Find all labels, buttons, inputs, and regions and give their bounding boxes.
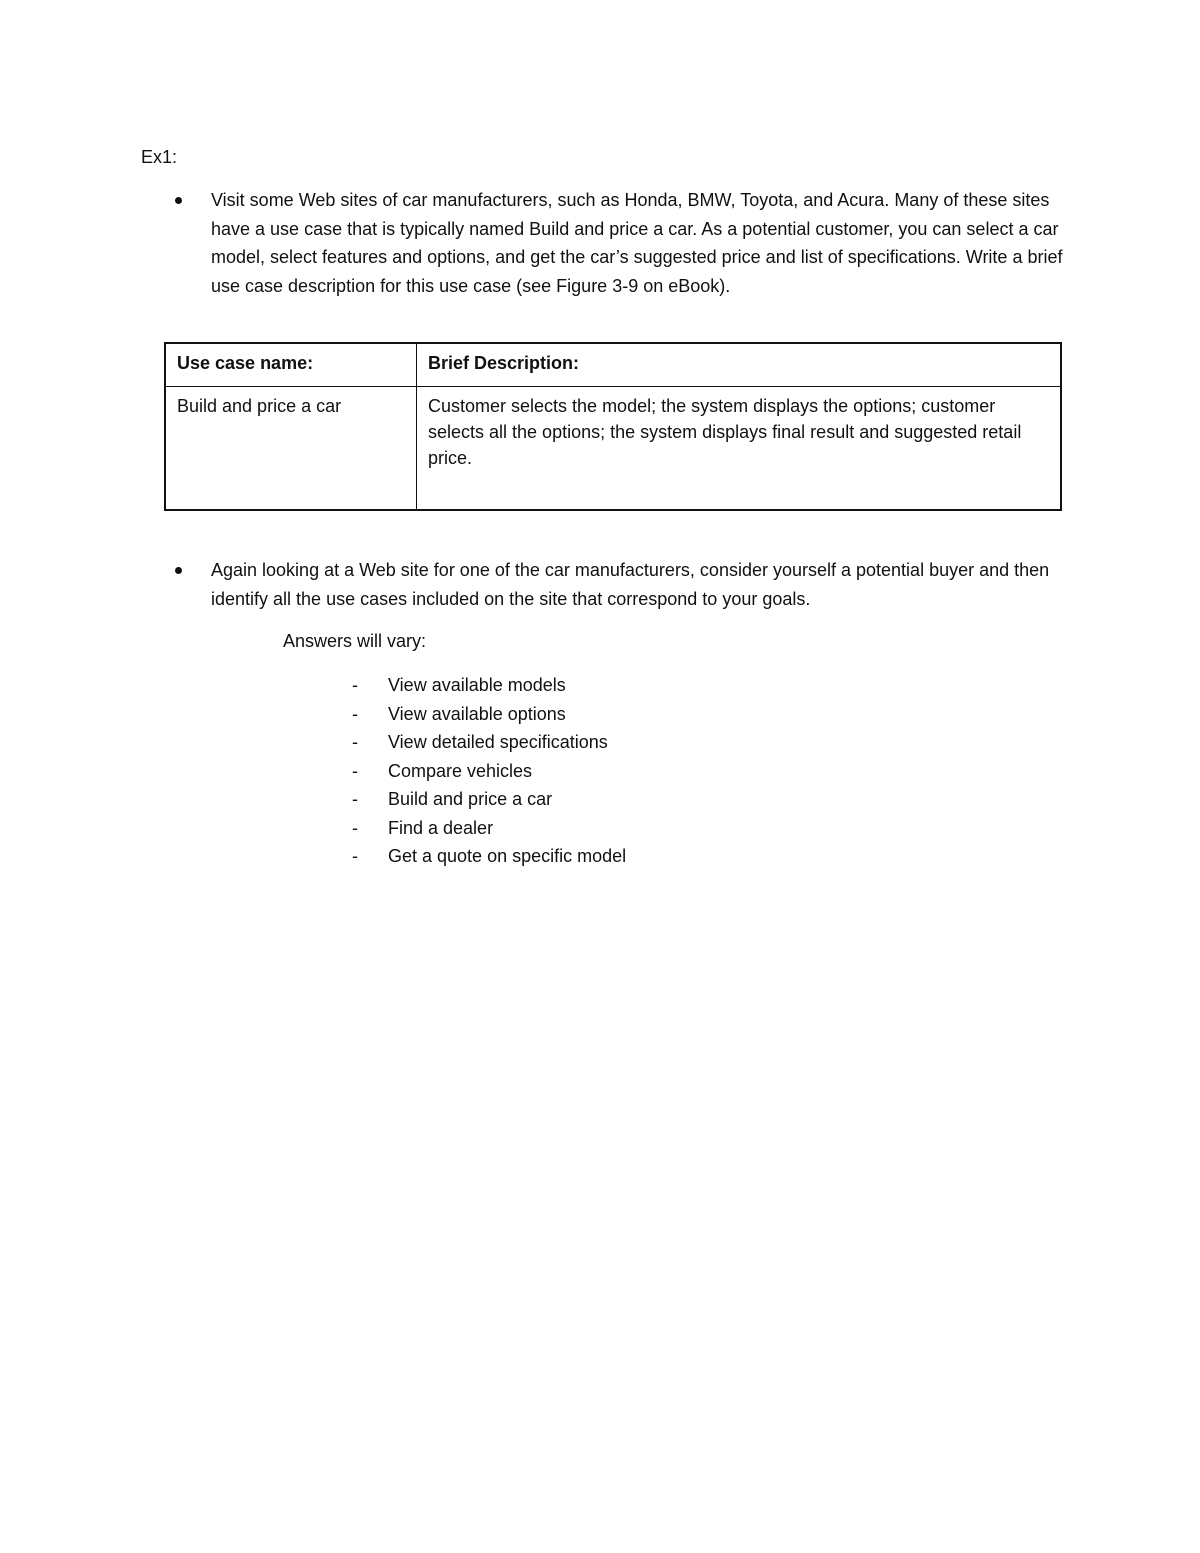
list-item [352, 814, 626, 843]
bullet-icon [175, 567, 182, 574]
dash-marker: - [352, 817, 358, 838]
dash-marker: - [352, 703, 358, 724]
answers-list [352, 671, 626, 871]
dash-marker: - [352, 760, 358, 781]
question-2 [211, 556, 1071, 613]
dash-marker: - [352, 789, 358, 809]
use-case-name-header: Use case name: [165, 343, 417, 387]
list-item-text: Find a dealer [388, 817, 494, 838]
list-item-text: Compare vehicles [388, 760, 533, 781]
list-item [352, 671, 626, 700]
question-1 [211, 186, 1071, 300]
list-item [352, 757, 626, 786]
table-row [165, 387, 1061, 511]
question-2-text: Again looking at a Web site for one of the car manufacturers, consider yourself a potential buyer and then identify all the use cases included on the site that correspond to your goals. [211, 560, 1050, 609]
list-item [352, 785, 626, 814]
question-1-text: Visit some Web sites of car manufacturers, such as Honda, BMW, Toyota, and Acura. Many of these sites have a use case that is typically named Build and price a car. As a potential customer, you can select a car model, select features and options, and get the car’s suggested price and list of specifications. Write a brief use case description for this use case (see Figure 3-9 on eBook). [211, 190, 1063, 296]
answers-label: Answers will vary: [283, 631, 427, 651]
list-item-text: Get a quote on specific model [388, 846, 627, 866]
dash-marker: - [352, 846, 358, 866]
table-header-row [165, 343, 1061, 387]
use-case-name-cell: Build and price a car [165, 387, 417, 511]
use-case-table [164, 342, 1062, 511]
list-item-text: View available options [388, 703, 566, 724]
dash-marker: - [352, 732, 358, 752]
list-item-text: View detailed specifications [388, 732, 608, 752]
list-item-text: Build and price a car [388, 789, 553, 809]
bullet-icon [175, 197, 182, 204]
list-item-text: View available models [388, 675, 566, 695]
list-item [352, 700, 626, 729]
exercise-heading: Ex1: [141, 147, 178, 167]
dash-marker: - [352, 675, 358, 695]
list-item [352, 842, 626, 871]
list-item [352, 728, 626, 757]
brief-description-header: Brief Description: [417, 343, 1062, 387]
brief-description-cell: Customer selects the model; the system displays the options; customer selects all the options; the system displays final result and suggested retail price. [417, 387, 1062, 511]
